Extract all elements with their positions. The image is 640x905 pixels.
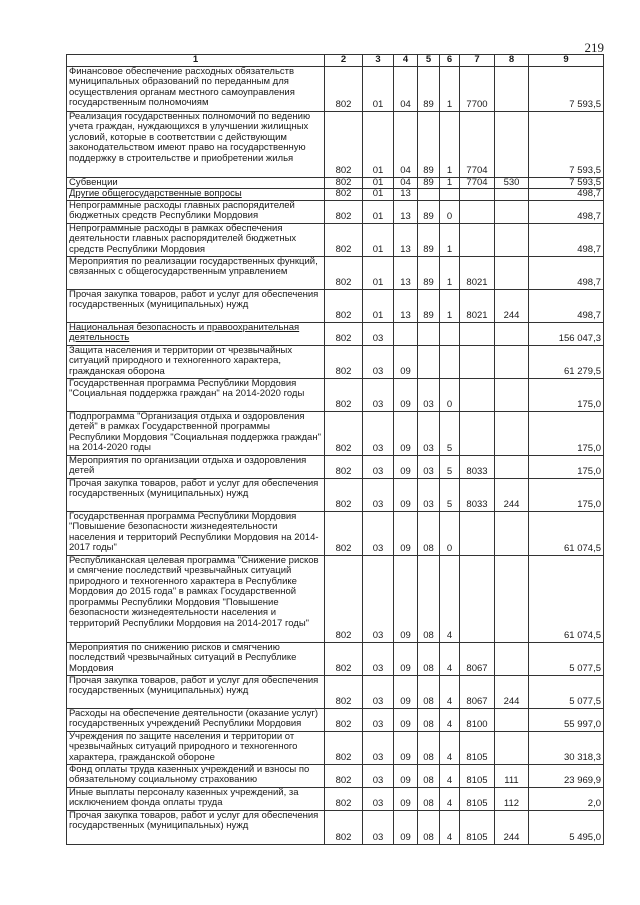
row-name: Реализация государственных полномочий по ведению учета граждан, нуждающихся в улучшении жилищных условий, которые в соответствии с действующим законодательством имеют право на государственную поддержку в строительстве и приобретении жилья bbox=[67, 111, 325, 177]
cell-c2: 802 bbox=[325, 708, 363, 731]
col-header-1: 1 bbox=[67, 55, 325, 67]
cell-c3: 03 bbox=[363, 787, 394, 810]
cell-c3: 03 bbox=[363, 322, 394, 345]
cell-c2: 802 bbox=[325, 200, 363, 223]
cell-c6: 4 bbox=[440, 642, 460, 675]
cell-c2: 802 bbox=[325, 322, 363, 345]
cell-c9: 175,0 bbox=[529, 455, 604, 478]
cell-c2: 802 bbox=[325, 189, 363, 201]
cell-c3: 03 bbox=[363, 731, 394, 764]
cell-c4: 04 bbox=[394, 66, 418, 111]
table-row bbox=[67, 455, 604, 478]
cell-c6: 4 bbox=[440, 810, 460, 844]
cell-c4: 09 bbox=[394, 787, 418, 810]
cell-c6 bbox=[440, 345, 460, 378]
cell-c5: 08 bbox=[418, 708, 440, 731]
cell-c7: 8067 bbox=[460, 675, 495, 708]
cell-c4: 04 bbox=[394, 177, 418, 189]
cell-c4: 09 bbox=[394, 731, 418, 764]
cell-c8: 530 bbox=[495, 177, 529, 189]
cell-c3: 01 bbox=[363, 289, 394, 322]
cell-c7 bbox=[460, 200, 495, 223]
row-name: Прочая закупка товаров, работ и услуг для обеспечения государственных (муниципальных) нужд bbox=[67, 675, 325, 708]
table-row bbox=[67, 708, 604, 731]
cell-c9: 5 077,5 bbox=[529, 642, 604, 675]
table-row bbox=[67, 289, 604, 322]
cell-c2: 802 bbox=[325, 66, 363, 111]
cell-c6: 4 bbox=[440, 708, 460, 731]
table-row bbox=[67, 511, 604, 555]
col-header-8: 8 bbox=[495, 55, 529, 67]
row-name: Республиканская целевая программа "Снижение рисков и смягчение последствий чрезвычайных ситуаций природного и техногенного характера в Республике Мордовия до 2015 года" в рамках Государственной программы Республики Мордовия "Повышение безопасности жизнедеятельности населения и территорий Республики Мордовия на 2014-2017 годы" bbox=[67, 555, 325, 642]
cell-c2: 802 bbox=[325, 642, 363, 675]
cell-c8 bbox=[495, 256, 529, 289]
col-header-6: 6 bbox=[440, 55, 460, 67]
cell-c6: 1 bbox=[440, 66, 460, 111]
table-row bbox=[67, 189, 604, 201]
header-row bbox=[67, 55, 604, 67]
cell-c8 bbox=[495, 345, 529, 378]
budget-table bbox=[66, 54, 604, 845]
cell-c2: 802 bbox=[325, 731, 363, 764]
cell-c5: 03 bbox=[418, 455, 440, 478]
cell-c6: 4 bbox=[440, 555, 460, 642]
cell-c2: 802 bbox=[325, 455, 363, 478]
cell-c8 bbox=[495, 731, 529, 764]
row-name: Защита населения и территории от чрезвычайных ситуаций природного и техногенного характера, гражданская оборона bbox=[67, 345, 325, 378]
cell-c8 bbox=[495, 66, 529, 111]
cell-c8 bbox=[495, 378, 529, 411]
col-header-9: 9 bbox=[529, 55, 604, 67]
cell-c9: 175,0 bbox=[529, 411, 604, 455]
cell-c3: 03 bbox=[363, 675, 394, 708]
table-row bbox=[67, 731, 604, 764]
cell-c3: 03 bbox=[363, 411, 394, 455]
cell-c7: 8021 bbox=[460, 256, 495, 289]
cell-c7 bbox=[460, 189, 495, 201]
cell-c2: 802 bbox=[325, 289, 363, 322]
cell-c7 bbox=[460, 322, 495, 345]
cell-c4 bbox=[394, 322, 418, 345]
table-row bbox=[67, 810, 604, 844]
cell-c6: 1 bbox=[440, 289, 460, 322]
table-row bbox=[67, 787, 604, 810]
cell-c2: 802 bbox=[325, 345, 363, 378]
cell-c7: 8033 bbox=[460, 478, 495, 511]
row-name: Государственная программа Республики Мордовия "Повышение безопасности жизнедеятельности населения и территорий Республики Мордовия на 2014-2017 годы" bbox=[67, 511, 325, 555]
cell-c9: 7 593,5 bbox=[529, 177, 604, 189]
cell-c3: 03 bbox=[363, 642, 394, 675]
cell-c7: 7704 bbox=[460, 111, 495, 177]
table-row bbox=[67, 642, 604, 675]
row-name: Прочая закупка товаров, работ и услуг для обеспечения государственных (муниципальных) нужд bbox=[67, 478, 325, 511]
cell-c9: 498,7 bbox=[529, 256, 604, 289]
row-name: Прочая закупка товаров, работ и услуг для обеспечения государственных (муниципальных) нужд bbox=[67, 289, 325, 322]
row-name: Финансовое обеспечение расходных обязательств муниципальных образований по переданным для осуществления органам местного самоуправления государственным полномочиям bbox=[67, 66, 325, 111]
cell-c5: 08 bbox=[418, 764, 440, 787]
cell-c4: 09 bbox=[394, 764, 418, 787]
table-row bbox=[67, 256, 604, 289]
cell-c5: 89 bbox=[418, 289, 440, 322]
cell-c3: 03 bbox=[363, 555, 394, 642]
cell-c4: 09 bbox=[394, 511, 418, 555]
cell-c9: 175,0 bbox=[529, 378, 604, 411]
row-name: Субвенции bbox=[67, 177, 325, 189]
row-name: Непрограммные расходы в рамках обеспечения деятельности главных распорядителей бюджетных средств Республики Мордовия bbox=[67, 223, 325, 256]
cell-c9: 175,0 bbox=[529, 478, 604, 511]
cell-c3: 03 bbox=[363, 478, 394, 511]
cell-c2: 802 bbox=[325, 411, 363, 455]
row-name: Мероприятия по организации отдыха и оздоровления детей bbox=[67, 455, 325, 478]
cell-c5: 08 bbox=[418, 810, 440, 844]
cell-c9: 61 279,5 bbox=[529, 345, 604, 378]
cell-c6: 5 bbox=[440, 478, 460, 511]
cell-c9: 498,7 bbox=[529, 189, 604, 201]
cell-c4: 09 bbox=[394, 675, 418, 708]
cell-c2: 802 bbox=[325, 675, 363, 708]
table-row bbox=[67, 675, 604, 708]
row-name: Фонд оплаты труда казенных учреждений и взносы по обязательному социальному страхованию bbox=[67, 764, 325, 787]
cell-c5: 08 bbox=[418, 787, 440, 810]
cell-c8 bbox=[495, 200, 529, 223]
cell-c3: 01 bbox=[363, 177, 394, 189]
row-name: Иные выплаты персоналу казенных учреждений, за исключением фонда оплаты труда bbox=[67, 787, 325, 810]
cell-c7: 8021 bbox=[460, 289, 495, 322]
cell-c6: 0 bbox=[440, 511, 460, 555]
cell-c7 bbox=[460, 223, 495, 256]
row-name: Учреждения по защите населения и территории от чрезвычайных ситуаций природного и техногенного характера, гражданской обороне bbox=[67, 731, 325, 764]
cell-c4: 09 bbox=[394, 642, 418, 675]
cell-c5: 03 bbox=[418, 378, 440, 411]
cell-c2: 802 bbox=[325, 810, 363, 844]
table-row bbox=[67, 177, 604, 189]
cell-c5: 89 bbox=[418, 111, 440, 177]
cell-c6: 4 bbox=[440, 675, 460, 708]
cell-c8 bbox=[495, 511, 529, 555]
row-name: Другие общегосударственные вопросы bbox=[67, 189, 325, 201]
cell-c3: 01 bbox=[363, 111, 394, 177]
cell-c4: 04 bbox=[394, 111, 418, 177]
cell-c2: 802 bbox=[325, 111, 363, 177]
cell-c3: 03 bbox=[363, 764, 394, 787]
cell-c6: 5 bbox=[440, 455, 460, 478]
table-row bbox=[67, 66, 604, 111]
cell-c6 bbox=[440, 189, 460, 201]
table-row bbox=[67, 411, 604, 455]
cell-c9: 156 047,3 bbox=[529, 322, 604, 345]
cell-c7: 8033 bbox=[460, 455, 495, 478]
cell-c6: 0 bbox=[440, 378, 460, 411]
cell-c2: 802 bbox=[325, 478, 363, 511]
cell-c8 bbox=[495, 322, 529, 345]
cell-c7: 8100 bbox=[460, 708, 495, 731]
cell-c4: 09 bbox=[394, 455, 418, 478]
cell-c6: 1 bbox=[440, 177, 460, 189]
row-name: Подпрограмма "Организация отдыха и оздоровления детей" в рамках Государственной программы Республики Мордовия "Социальная поддержка граждан" на 2014-2020 годы bbox=[67, 411, 325, 455]
cell-c7: 8105 bbox=[460, 764, 495, 787]
cell-c3: 03 bbox=[363, 378, 394, 411]
cell-c2: 802 bbox=[325, 223, 363, 256]
row-name: Мероприятия по реализации государственных функций, связанных с общегосударственным управлением bbox=[67, 256, 325, 289]
cell-c8 bbox=[495, 111, 529, 177]
cell-c2: 802 bbox=[325, 764, 363, 787]
col-header-3: 3 bbox=[363, 55, 394, 67]
table-row bbox=[67, 555, 604, 642]
cell-c7 bbox=[460, 411, 495, 455]
cell-c4: 13 bbox=[394, 223, 418, 256]
cell-c7 bbox=[460, 555, 495, 642]
cell-c9: 7 593,5 bbox=[529, 66, 604, 111]
cell-c7: 8105 bbox=[460, 787, 495, 810]
cell-c5: 89 bbox=[418, 66, 440, 111]
cell-c9: 61 074,5 bbox=[529, 555, 604, 642]
table-row bbox=[67, 345, 604, 378]
cell-c4: 13 bbox=[394, 189, 418, 201]
cell-c8 bbox=[495, 223, 529, 256]
cell-c8 bbox=[495, 708, 529, 731]
cell-c6: 0 bbox=[440, 200, 460, 223]
cell-c5: 89 bbox=[418, 223, 440, 256]
cell-c5 bbox=[418, 322, 440, 345]
cell-c8: 244 bbox=[495, 810, 529, 844]
cell-c4: 13 bbox=[394, 200, 418, 223]
cell-c4: 13 bbox=[394, 289, 418, 322]
page-number: 219 bbox=[584, 40, 604, 55]
cell-c7: 7704 bbox=[460, 177, 495, 189]
row-name: Прочая закупка товаров, работ и услуг для обеспечения государственных (муниципальных) нужд bbox=[67, 810, 325, 844]
cell-c3: 01 bbox=[363, 66, 394, 111]
cell-c4: 13 bbox=[394, 256, 418, 289]
cell-c2: 802 bbox=[325, 177, 363, 189]
cell-c2: 802 bbox=[325, 511, 363, 555]
cell-c5: 89 bbox=[418, 177, 440, 189]
cell-c9: 30 318,3 bbox=[529, 731, 604, 764]
row-name: Расходы на обеспечение деятельности (оказание услуг) государственных учреждений Республики Мордовия bbox=[67, 708, 325, 731]
cell-c5: 08 bbox=[418, 731, 440, 764]
table-row bbox=[67, 378, 604, 411]
cell-c2: 802 bbox=[325, 787, 363, 810]
cell-c5: 03 bbox=[418, 411, 440, 455]
cell-c9: 2,0 bbox=[529, 787, 604, 810]
cell-c8 bbox=[495, 455, 529, 478]
cell-c4: 09 bbox=[394, 478, 418, 511]
cell-c3: 03 bbox=[363, 345, 394, 378]
cell-c9: 5 077,5 bbox=[529, 675, 604, 708]
col-header-7: 7 bbox=[460, 55, 495, 67]
cell-c7: 7700 bbox=[460, 66, 495, 111]
table-row bbox=[67, 111, 604, 177]
cell-c9: 5 495,0 bbox=[529, 810, 604, 844]
cell-c8: 244 bbox=[495, 289, 529, 322]
cell-c3: 01 bbox=[363, 200, 394, 223]
row-name: Национальная безопасность и правоохранительная деятельность bbox=[67, 322, 325, 345]
cell-c4: 09 bbox=[394, 810, 418, 844]
cell-c4: 09 bbox=[394, 378, 418, 411]
table-row bbox=[67, 764, 604, 787]
cell-c7: 8067 bbox=[460, 642, 495, 675]
cell-c7 bbox=[460, 378, 495, 411]
cell-c8 bbox=[495, 642, 529, 675]
cell-c3: 01 bbox=[363, 189, 394, 201]
cell-c2: 802 bbox=[325, 256, 363, 289]
cell-c3: 01 bbox=[363, 223, 394, 256]
cell-c5: 08 bbox=[418, 675, 440, 708]
cell-c9: 23 969,9 bbox=[529, 764, 604, 787]
cell-c2: 802 bbox=[325, 378, 363, 411]
cell-c5: 03 bbox=[418, 478, 440, 511]
cell-c9: 7 593,5 bbox=[529, 111, 604, 177]
cell-c8 bbox=[495, 189, 529, 201]
cell-c6: 1 bbox=[440, 111, 460, 177]
col-header-2: 2 bbox=[325, 55, 363, 67]
cell-c3: 03 bbox=[363, 708, 394, 731]
cell-c6: 4 bbox=[440, 764, 460, 787]
cell-c4: 09 bbox=[394, 708, 418, 731]
cell-c3: 01 bbox=[363, 256, 394, 289]
cell-c4: 09 bbox=[394, 345, 418, 378]
cell-c2: 802 bbox=[325, 555, 363, 642]
col-header-4: 4 bbox=[394, 55, 418, 67]
cell-c4: 09 bbox=[394, 411, 418, 455]
cell-c8: 111 bbox=[495, 764, 529, 787]
cell-c8: 244 bbox=[495, 478, 529, 511]
cell-c6: 4 bbox=[440, 731, 460, 764]
cell-c5: 89 bbox=[418, 256, 440, 289]
cell-c6 bbox=[440, 322, 460, 345]
cell-c7: 8105 bbox=[460, 731, 495, 764]
cell-c3: 03 bbox=[363, 810, 394, 844]
table-row bbox=[67, 478, 604, 511]
cell-c5: 89 bbox=[418, 200, 440, 223]
table-row bbox=[67, 200, 604, 223]
row-name: Мероприятия по снижению рисков и смягчению последствий чрезвычайных ситуаций в Республике Мордовия bbox=[67, 642, 325, 675]
cell-c8 bbox=[495, 411, 529, 455]
cell-c9: 498,7 bbox=[529, 200, 604, 223]
col-header-5: 5 bbox=[418, 55, 440, 67]
cell-c3: 03 bbox=[363, 511, 394, 555]
cell-c3: 03 bbox=[363, 455, 394, 478]
cell-c5 bbox=[418, 189, 440, 201]
cell-c7: 8105 bbox=[460, 810, 495, 844]
cell-c5: 08 bbox=[418, 555, 440, 642]
cell-c5: 08 bbox=[418, 511, 440, 555]
cell-c7 bbox=[460, 345, 495, 378]
cell-c9: 55 997,0 bbox=[529, 708, 604, 731]
cell-c9: 498,7 bbox=[529, 223, 604, 256]
cell-c7 bbox=[460, 511, 495, 555]
table-row bbox=[67, 223, 604, 256]
cell-c6: 5 bbox=[440, 411, 460, 455]
cell-c9: 61 074,5 bbox=[529, 511, 604, 555]
cell-c6: 1 bbox=[440, 223, 460, 256]
cell-c8: 244 bbox=[495, 675, 529, 708]
cell-c5 bbox=[418, 345, 440, 378]
row-name: Непрограммные расходы главных распорядителей бюджетных средств Республики Мордовия bbox=[67, 200, 325, 223]
cell-c6: 4 bbox=[440, 787, 460, 810]
cell-c8: 112 bbox=[495, 787, 529, 810]
cell-c6: 1 bbox=[440, 256, 460, 289]
cell-c9: 498,7 bbox=[529, 289, 604, 322]
cell-c5: 08 bbox=[418, 642, 440, 675]
row-name: Государственная программа Республики Мордовия "Социальная поддержка граждан" на 2014-2020 годы bbox=[67, 378, 325, 411]
cell-c4: 09 bbox=[394, 555, 418, 642]
cell-c8 bbox=[495, 555, 529, 642]
table-row bbox=[67, 322, 604, 345]
